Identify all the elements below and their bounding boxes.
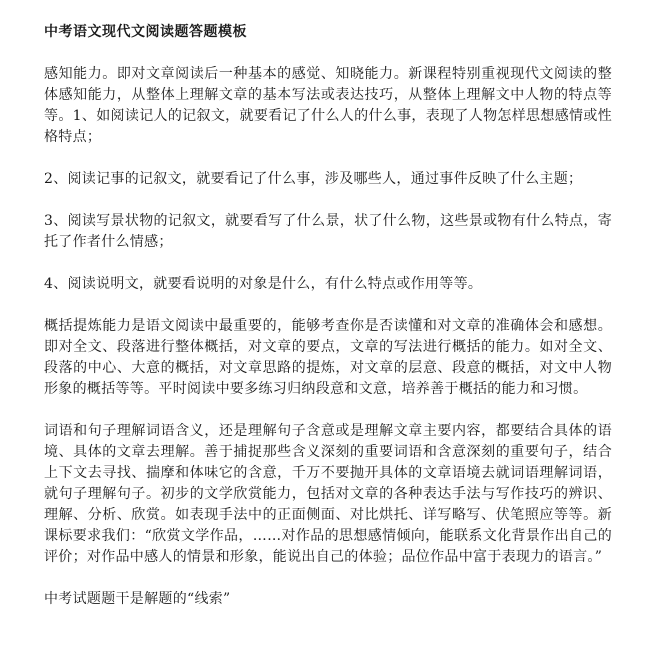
paragraph-perception: 感知能力。即对文章阅读后一种基本的感觉、知晓能力。新课程特别重视现代文阅读的整体感知能力，从整体上理解文章的基本写法或表达技巧，从整体上理解文中人物的特点等等。1、如阅读记人的记叙文，就要看记了什么人的什么事，表现了人物怎样思想感情或性格特点；	[44, 66, 612, 145]
paragraph-summarizing: 概括提炼能力是语文阅读中最重要的，能够考查你是否读懂和对文章的准确体会和感想。即对全文、段落进行整体概括，对文章的要点，文章的写法进行概括的能力。如对全文、段落的中心、大意的概括，对文章思路的提炼，对文章的层意、段意的概括，对文中人物形象的概括等等。平时阅读中要多练习归纳段意和文意，培养善于概括的能力和习惯。	[44, 318, 612, 397]
document-title: 中考语文现代文阅读题答题模板	[44, 24, 247, 40]
paragraph-clue: 中考试题题干是解题的“线索”	[44, 591, 231, 607]
paragraph-narrative-events: 2、阅读记事的记叙文，就要看记了什么事，涉及哪些人，通过事件反映了什么主题；	[44, 171, 583, 187]
paragraph-scenery-objects: 3、阅读写景状物的记叙文，就要看写了什么景，状了什么物，这些景或物有什么特点，寄托了作者什么情感；	[44, 213, 612, 250]
paragraph-words-sentences: 词语和句子理解词语含义，还是理解句子含意或是理解文章主要内容，都要结合具体的语境、具体的文章去理解。善于捕捉那些含义深刻的重要词语和含意深刻的重要句子，结合上下文去寻找、揣摩和体味它的含意，千万不要抛开具体的文章语境去就词语理解词语，就句子理解句子。初步的文学欣赏能力，包括对文章的各种表达手法与写作技巧的辨识、理解、分析、欣赏。如表现手法中的正面侧面、对比烘托、详写略写、伏笔照应等等。新课标要求我们：“欣赏文学作品，……对作品的思想感情倾向，能联系文化背景作出自己的评价；对作品中感人的情景和形象，能说出自己的体验；品位作品中富于表现力的语言。”	[44, 423, 612, 565]
paragraph-expository: 4、阅读说明文，就要看说明的对象是什么，有什么特点或作用等等。	[44, 276, 483, 292]
document-body	[44, 22, 612, 610]
